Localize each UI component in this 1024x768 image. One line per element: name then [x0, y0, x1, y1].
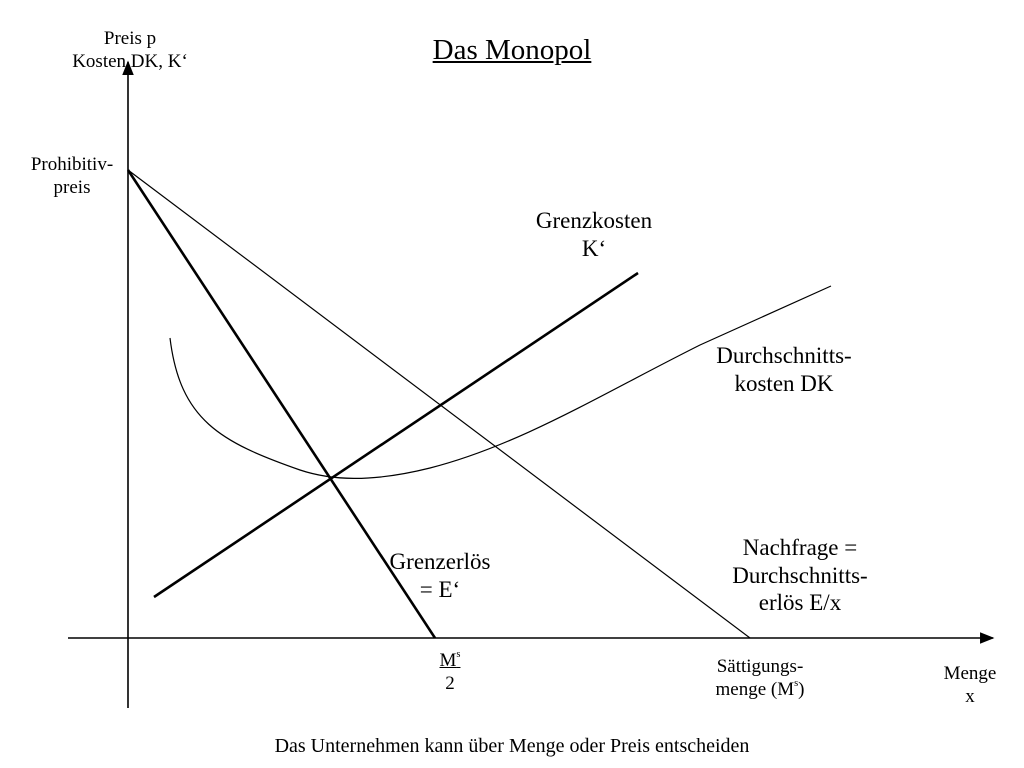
prohibitive-price-line1: Prohibitiv- [30, 154, 114, 175]
half-saturation-num-base: M [439, 650, 457, 671]
half-saturation-denominator: 2 [445, 672, 455, 694]
page-title: Das Monopol [432, 34, 592, 66]
footer-caption: Das Unternehmen kann über Menge oder Preis entscheiden [274, 735, 750, 757]
half-saturation-label [420, 650, 480, 696]
half-saturation-num-sup: s [456, 648, 461, 660]
marginal-revenue-line1: Grenzerlös [389, 549, 491, 574]
saturation-line2-sup: s [794, 677, 799, 689]
prohibitive-price-label [12, 154, 132, 200]
marginal-revenue-line2: = E‘ [419, 576, 461, 602]
half-saturation-numerator [420, 650, 480, 673]
marginal-cost-line2: K‘ [581, 235, 607, 261]
marginal-revenue-label [340, 548, 540, 603]
marginal-cost-label [494, 207, 694, 262]
y-axis-label-line1: Preis p [103, 28, 157, 49]
average-cost-line2: kosten DK [734, 370, 834, 396]
saturation-label [680, 656, 840, 702]
y-axis-label-line2: Kosten DK, K‘ [72, 50, 188, 72]
x-axis-label-line1: Menge [943, 663, 997, 684]
saturation-line1: Sättigungs- [716, 656, 804, 677]
demand-line3: erlös E/x [758, 590, 842, 616]
saturation-line2-base: menge (M [715, 678, 795, 700]
demand-line1: Nachfrage = [742, 535, 858, 560]
prohibitive-price-line2: preis [53, 176, 91, 198]
x-axis-label-line2: x [965, 685, 975, 707]
demand-line2: Durchschnitts- [732, 562, 868, 588]
saturation-line2 [680, 679, 840, 702]
x-axis-label [920, 663, 1020, 709]
saturation-line2-end: ) [798, 678, 805, 700]
average-cost-label [684, 342, 884, 397]
marginal-cost-line1: Grenzkosten [535, 208, 653, 233]
demand-label [700, 534, 900, 617]
average-cost-line1: Durchschnitts- [716, 343, 852, 368]
y-axis-label [30, 28, 230, 74]
